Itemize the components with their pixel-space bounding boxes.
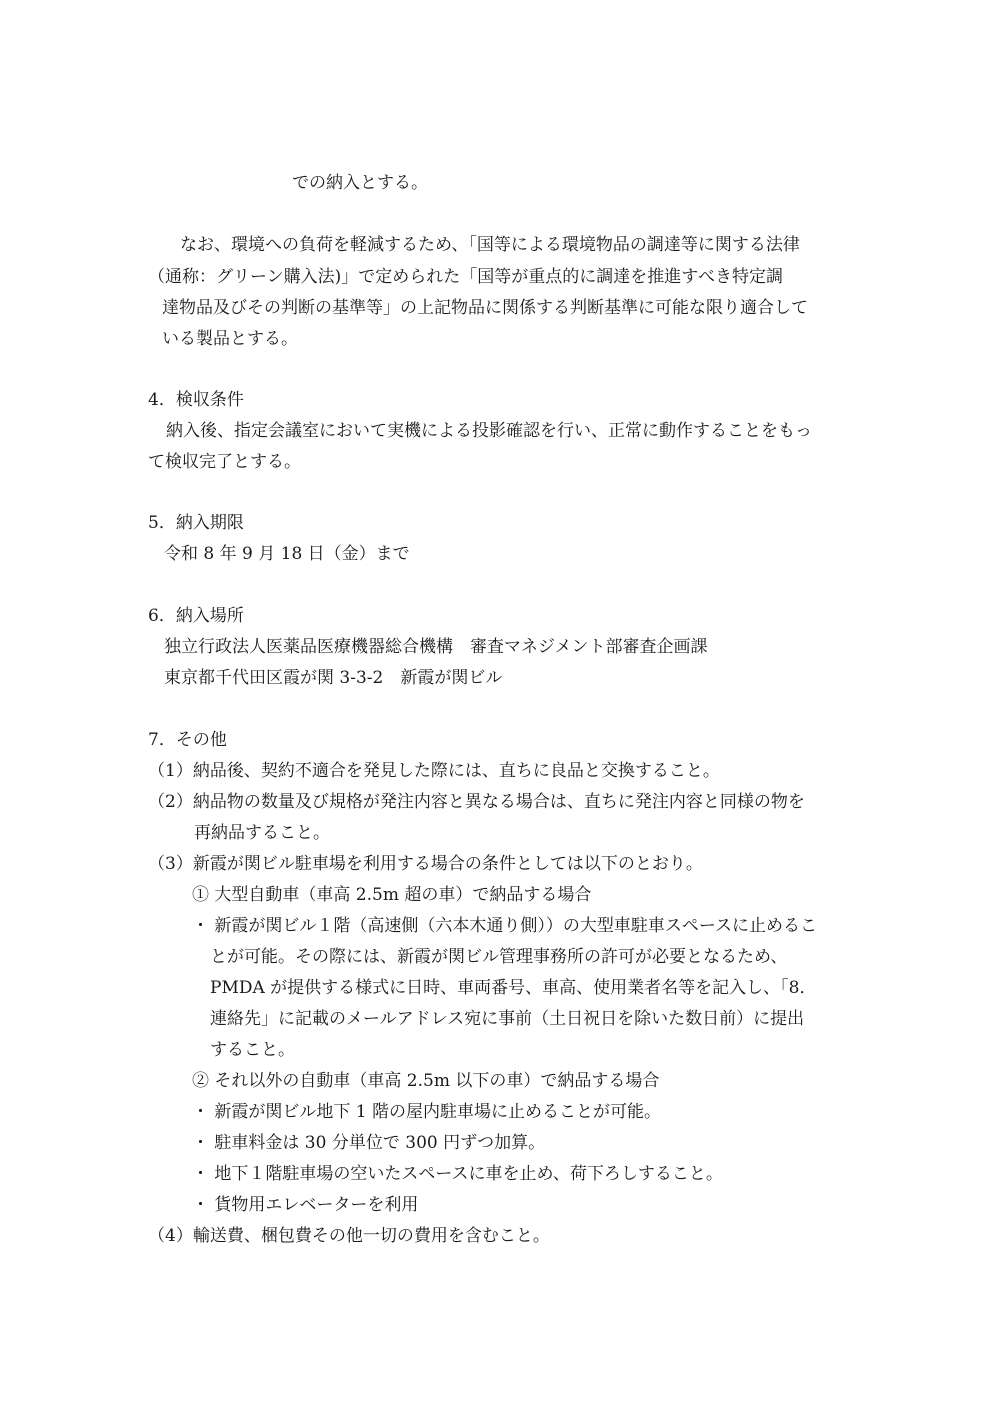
other-vehicle-heading: ② それ以外の自動車（車高 2.5m 以下の車）で納品する場合 [192,1071,660,1091]
other-vehicle-bullet: ・ 地下１階駐車場の空いたスペースに車を止め、荷下ろしすること。 [192,1164,723,1184]
other-vehicle-bullet: ・ 新霞が関ビル地下 1 階の屋内駐車場に止めることが可能。 [192,1102,662,1122]
large-vehicle-bullet-line: PMDA が提供する様式に日時、車両番号、車高、使用業者名等を記入し、「8． [210,978,817,998]
section-4-body-line: て検収完了とする。 [148,452,301,472]
section-4-body-line: 納入後、指定会議室において実機による投影確認を行い、正常に動作することをもっ [166,421,812,441]
other-item-2-line: 再納品すること。 [194,823,330,843]
other-item-1: （1）納品後、契約不適合を発見した際には、直ちに良品と交換すること。 [148,761,720,781]
other-item-3: （3）新霞が関ビル駐車場を利用する場合の条件としては以下のとおり。 [148,854,703,874]
delivery-method-tail: での納入とする。 [292,173,428,193]
large-vehicle-bullet-line: すること。 [210,1040,295,1060]
delivery-organization: 独立行政法人医薬品医療機器総合機構 審査マネジメント部審査企画課 [164,637,708,657]
delivery-address: 東京都千代田区霞が関 3-3-2 新霞が関ビル [164,668,503,688]
section-6-heading: 6．納入場所 [148,606,244,626]
section-5-heading: 5．納入期限 [148,513,244,533]
large-vehicle-heading: ① 大型自動車（車高 2.5m 超の車）で納品する場合 [192,885,592,905]
large-vehicle-bullet-line: 連絡先」に記載のメールアドレス宛に事前（土日祝日を除いた数日前）に提出 [210,1009,805,1029]
section-7-heading: 7．その他 [148,730,227,750]
large-vehicle-bullet-line: とが可能。その際には、新霞が関ビル管理事務所の許可が必要となるため、 [210,947,788,967]
section-4-heading: 4．検収条件 [148,390,244,410]
green-purchase-note-line: （通称：グリーン購入法)」で定められた「国等が重点的に調達を推進すべき特定調 [148,267,783,287]
other-item-4: （4）輸送費、梱包費その他一切の費用を含むこと。 [148,1226,550,1246]
other-vehicle-bullet: ・ 駐車料金は 30 分単位で 300 円ずつ加算。 [192,1133,546,1153]
large-vehicle-bullet-line: ・ 新霞が関ビル１階（高速側（六本木通り側））の大型車駐車スペースに止めるこ [192,916,818,936]
green-purchase-note-line: いる製品とする。 [162,329,298,349]
green-purchase-note-line: 達物品及びその判断の基準等」の上記物品に関係する判断基準に可能な限り適合して [162,298,808,318]
delivery-deadline: 令和 8 年 9 月 18 日（金）まで [164,544,410,564]
other-item-2-line: （2）納品物の数量及び規格が発注内容と異なる場合は、直ちに発注内容と同様の物を [148,792,805,812]
green-purchase-note-line: なお、環境への負荷を軽減するため、「国等による環境物品の調達等に関する法律 [180,235,800,255]
other-vehicle-bullet: ・ 貨物用エレベーターを利用 [192,1195,419,1215]
